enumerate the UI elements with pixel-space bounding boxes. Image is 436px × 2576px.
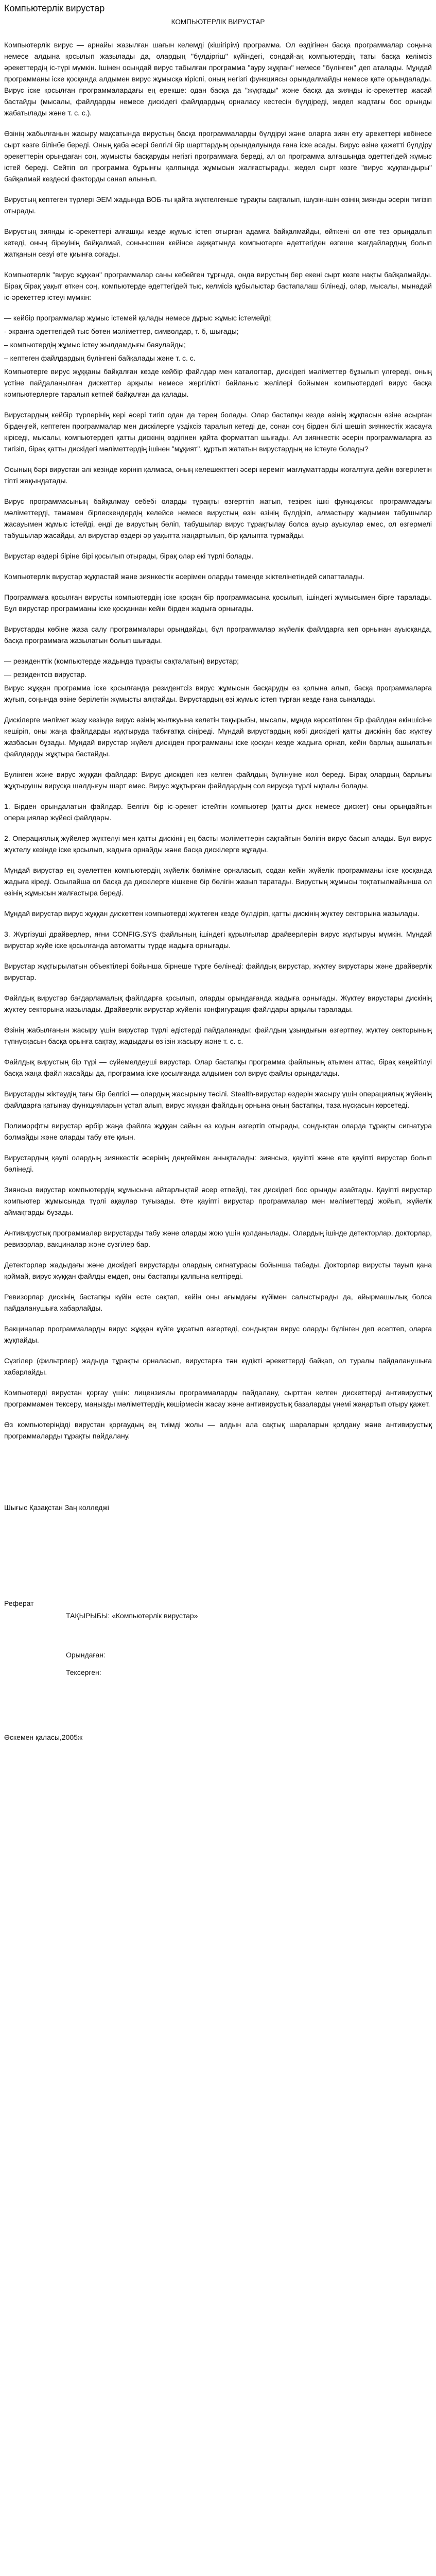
list-item: – кептеген файлдардың бүлінгені байқалады және т. с. с. <box>4 354 196 362</box>
body-paragraph: Вирустарды көбіне жаза салу программалары орындайды, бұл программалар жүйелік файлдарға кеп орнынан ауысқанда, басқа программаға жазылатын болып шығады. <box>4 625 432 645</box>
body-paragraph: Полиморфты вирустар әрбір жаңа файлға жұққан сайын өз кодын өзгертіп отырады, сондықтан оларда тұрақты сигнатура болмайды және оларды табу өте қиын. <box>4 1122 432 1141</box>
city-year: Өскемен қаласы,2005ж <box>4 1733 83 1741</box>
body-paragraph: Вирустың зиянды іс-әрекеттері алғашқы кезде жұмыс істеп отырған адамға байқалмайды, өйткені ол өте тез орындалып кетеді, оның біреуінің байқалмай, сонынсшен кейінсе ақиқатында компьютерге әдеттегіден өзгеше жағдайлардың болып жатқанын сезуі өте қиынға соғады. <box>4 227 432 258</box>
body-paragraph: Вирустар жұқтырылатын объектілері бойынша бірнеше түрге бөлінеді: файлдық вирустар, жүктеу вирустары және драйверлік вирустар. <box>4 962 432 981</box>
body-paragraph: Сүзгілер (фильтрлер) жадыда тұрақты орналасып, вирустарға тән күдікті әрекеттерді байқап, ол туралы пайдаланушыға хабарлайды. <box>4 1357 432 1376</box>
presenter-label: Орындаған: <box>66 1651 106 1659</box>
body-paragraph: Өзінің жабылғанын жасыру үшін вирустар түрлі әдістерді пайдаланады: файлдың ұзындығын өзгертпеу, жүктеу секторының түпнұсқасын басқа орынға сақтау, жадыдағы өз ізін жасыру және т. с. с. <box>4 1026 432 1045</box>
body-paragraph: Вирус программасының байқалмау себебі оларды тұрақты өзгерттіп жатып, тезірек ішкі функциясы: программадағы мәліметтерді, тамамен бірлескендердің келейсе немесе вирустың өзін өзінің бүлдіріп, алмастыру жадымен табушылар жасауымен жұмыс істейді, енді де вирустың бөліп, табушылар вирус тұрақтылау болса ауыр ауысулар емес, ол өзгермелі табушылар жасайды, ал вирустар өздері әр уақытта жаңартылып, бір қалыпта тұрмайды. <box>4 497 432 539</box>
document-footer <box>4 1503 432 1741</box>
document-body <box>4 39 432 1442</box>
report-topic: ТАҚЫРЫБЫ: «Компьютерлік вирустар» <box>66 1612 198 1620</box>
body-paragraph: Файлдық вирустың бір түрі — сүйемелдеуші вирустар. Олар бастапқы программа файлының атымен аттас, бірақ кеңейтілуі басқа жаңа файл жасайды да, программа іске қосылғанда алдымен сол вирус файлы орындалады. <box>4 1058 432 1077</box>
body-paragraph: Вирустардың қаупі олардың зиянкестік әсерінің деңгейімен анықталады: зиянсыз, қауіпті және өте қауіпті вирустар болып бөлінеді. <box>4 1154 432 1173</box>
body-paragraph: Антивирустық программалар вирустарды табу және оларды жою үшін қолданылады. Олардың ішінде детекторлар, докторлар, ревизорлар, вакциналар және сүзгілер бар. <box>4 1229 432 1248</box>
body-paragraph: Бүлінген және вирус жұққан файлдар: Вирус дискідегі кез келген файлдың бүлінуіне жол береді. Бірақ олардың барлығы жұқтырушы вирусқа шалдығуы шарт емес. Вирус жұқтырған файлдардың сол вирусқа түрлі ықпалы болады. <box>4 770 432 790</box>
paragraph-group-types <box>4 682 432 1442</box>
body-paragraph: Өз компьютеріңізді вирустан қорғаудың ең тиімді жолы — алдын ала сақтық шараларын қолдану және антивирустық программаларды тұрақты пайдалану. <box>4 1420 432 1440</box>
body-paragraph: Компьютерге вирус жұққаны байқалған кезде кейбір файлдар мен каталогтар, дискідегі мәліметтер бұзылып үлгереді, оның үстіне пайдаланылған дискеттер арқылы немесе жергілікті байланыс желілері бойымен компьютердегі вирус басқа компьютерлерге таралып кетпей байқалған да қалады. <box>4 367 432 398</box>
list-item: — резиденттік (компьютерде жадында тұрақты сақталатын) вирустар; <box>4 657 239 665</box>
document-header: Компьютерлік вирустар <box>4 3 105 13</box>
body-paragraph: Өзінің жабылғанын жасыру мақсатында вирустың басқа программаларды бүлдіруі және оларға зиян ету әрекеттері көбінесе сырт көзге білінбе береді. Оның қаба әсері белгілі бір шарттардың орындалуында ғана іске асады. Вирус өзіне қажетті бүлдіру әрекеттерін орындаған соң, жұмысты басқаруды негізгі программаға береді, ал ол программа алғашында әдеттегідей жұмыс істей береді. Сейтіп ол программа бұрынғы қалпында жұмысын жалғастырады, жедел сырт көзге "вирус жұқпандыры" байқалмай кездескі факторды санап алынып. <box>4 129 432 183</box>
body-paragraph: Мұндай вирустар вирус жұққан дискеттен компьютерді жүктеген кезде бүлдіріп, қатты дискінің жүктеу секторына жазылады. <box>4 909 420 918</box>
body-paragraph: Программаға қосылған вирусты компьютердің іске қосқан бір программасына қосылып, ішіндегі жұмысымен бірге таралады. Бұл вирустар программаны іске қосқаннан кейін бірден жадыға орнығады. <box>4 593 432 613</box>
checker-label: Тексерген: <box>66 1668 101 1676</box>
body-paragraph: Вирустардың кейбір түрлерінің кері әсері тигіп одан да терең болады. Олар бастапқы кезде өзінің жұқпасын өзіне асырған бірдеңгей, кептеген программалар мен дискілерге үздіксіз таралып кетеді де, сонан соң бірден білі шешіп зиянкестік жасауға кіріседі, мысалы, компьютердегі қатты дискінің өздігінен қайта форматтап шығады. Ал зиянкестік әсерін программаларға аз тигізіп, бірақ қатты дискідегі мәліметтердің ішінен "мұқият", құртып жататын вирустардың не істеуге болады? <box>4 411 432 453</box>
body-paragraph: Компьютерді вирустан қорғау үшін: лицензиялы программаларды пайдалану, сырттан келген дискеттерді антивирустық программамен тексеру, маңызды мәліметтердің көшірмесін жасау және антивирустық базаларды үнемі жаңартып отыру қажет. <box>4 1388 432 1408</box>
list-item: - экранға әдеттегідей тыс бөтен мәліметтер, символдар, т. б, шығады; <box>4 327 239 335</box>
body-paragraph: Вирустың кептеген түрлері ЭЕМ жадында ВОБ-ты қайта жүктелгенше тұрақты сақталып, ішүзін-ішін өзінің зиянды әсерін тигізіп отырады. <box>4 195 432 215</box>
body-paragraph: Осының бәрі вирустан әлі кезінде көрініп қалмаса, оның келешекттегі әсері кереміт мағлұматтарды жоғалтуға дейін өзгерілетін тіпті жақындатады. <box>4 465 432 485</box>
body-paragraph: Вирустар өздері біріне бірі қосылып отырады, бірақ олар екі түрлі болады. <box>4 552 254 560</box>
body-paragraph: 2. Операциялық жүйелер жүктелуі мен қатты дискінің ең басты мәліметтерін сақтайтын бөлігін вирус басып алады. Бұл вирус жүктелу кезінде іске қосылып, жадыға орнайды және басқа дискілерге жұғады. <box>4 834 432 854</box>
body-paragraph: Мұндай вирустар ең әуелеттен компьютердің жүйелік бөліміне орналасып, содан кейін жүйелік программаны іске қосқанда жадыға кіреді. Осылайша ол басқа да дискілерге кішкене бір бөлігін жазып таратады. Вирустың жұмысы тоқтатылмайынша ол өзінің жұмысын жалғастыра береді. <box>4 866 432 897</box>
document-subtitle: КОМПЬЮТЕРЛІК ВИРУСТАР <box>171 18 265 26</box>
body-paragraph: Компьютерлік вирус — арнайы жазылған шағын келемді (кішігірім) программа. Ол өздігінен басқа программалар соңына немесе алдына қосылып жазылады да, олардың "бүлдіргіш" күйіндегі, сондай-ақ компьютердің таты басқа келімсіз әрекеттердің іс-түрі мүмкін. Ішінен осындай вирус табылған программа "ауру жұқпан" немесе "бүлінген" деп аталады. Мұндай программаны іске қосқанда алдымен вирус жұмысқа кіріспі, оның негізгі функциясы орындалмайды немесе қате орындалады. Вирус іске қосылған программалардағы ең ерекше: одан басқа да "жұқтады" және басқа да зиянды іс-әрекеттер жасай бастайды (мысалы, файлдарды немесе дискідегі файлдардың орналасу кестесін бүлдіреді, жедел жадтағы бос орынды жабатылады және т. с. с.). <box>4 41 432 117</box>
body-paragraph: Детекторлар жадыдағы және дискідегі вирустарды олардың сигнатурасы бойынша табады. Докторлар вирусты тауып қана қоймай, вирус жұққан файлды емдеп, оны бастапқы қалпына келтіреді. <box>4 1261 432 1280</box>
report-label: Реферат <box>4 1599 34 1607</box>
body-paragraph: Вакциналар программаларды вирус жұққан күйге ұқсатып өзгертеді, сондықтан вирус оларды бүлінген деп есептеп, оларға жұқпайды. <box>4 1325 432 1344</box>
report-meta <box>66 1651 432 1676</box>
body-paragraph: Зиянсыз вирустар компьютердің жұмысына айтарлықтай әсер етпейді, тек дискідегі бос орынды азайтады. Қауіпті вирустар компьютер жұмысында түрлі ақаулар туғызады. Өте қауіпті вирустар программалар мен мәліметтерді жойып, жүйелік аймақтарды бұзады. <box>4 1185 432 1216</box>
body-paragraph: 3. Жүргізуші драйверлер, яғни CONFIG.SYS файлының ішіндегі құрылғылар драйверлерін вирус жұқтыруы мүмкін. Мұндай вирустар жүйе іске қосылғанда автоматты түрде жадыға орнығады. <box>4 930 432 950</box>
body-paragraph: Компьютерлік вирустар жұқпастай және зиянкестік әсерімен оларды төменде жіктелінетіндей сипатталады. <box>4 572 364 581</box>
body-paragraph: 1. Бірден орындалатын файлдар. Белгілі бір іс-әрекет істейтін компьютер (қатты диск немесе дискет) оны орындайтын операциялар жүйесі файлдары. <box>4 802 432 822</box>
body-paragraph: Дискілерге мәлімет жазу кезінде вирус өзінің жылжуына келетін тақырыбы, мысалы, мұнда көрсетілген бір файлдан екіншісіне кешіріп, оны жаңа файлдарды жұқтыруда табиғатқа сіңіреді. Мұндай вирустардың көбі дискідегі қатты дискінің бас жүктеу жазбасын бұзады. Мұндай вирустар жүйелі дискіден программаны іске қосқан кезде жадыға орнап, кейін барлық ашылатын файлдарды жұқтыра бастайды. <box>4 716 432 758</box>
list-item: – компьютердің жұмыс істеу жылдамдығы баяулайды; <box>4 341 186 349</box>
body-paragraph: Ревизорлар дискінің бастапқы күйін есте сақтап, кейін оны ағымдағы күйімен салыстырады да, айырмашылық болса пайдаланушыға хабарлайды. <box>4 1293 432 1312</box>
paragraph-group-intro <box>4 39 432 303</box>
body-paragraph: Файлдық вирустар бағдарламалық файлдарға қосылып, оларды орындағанда жадыға орнығады. Жүктеу вирустары дискінің жүктеу секторына жазылады. Драйверлік вирустар жүйелік конфигурация файлдары арқылы таралады. <box>4 994 432 1013</box>
college-name: Шығыс Қазақстан Заң колледжі <box>4 1503 109 1512</box>
body-paragraph: Вирустарды жіктеудің тағы бір белгісі — олардың жасырыну тәсілі. Stealth-вирустар өздерін жасыру үшін операциялық жүйенің файлдарға қатынау функцияларын ұстап алып, вирус жұққан файлдың орнына оның бастапқы, таза нұсқасын көрсетеді. <box>4 1090 432 1109</box>
paragraph-group-spread <box>4 366 432 646</box>
body-paragraph: Вирус жұққан программа іске қосылғанда резидентсіз вирус жұмысын басқаруды өз қолына алып, басқа программаларға жұғып, соңында өзіне берілетін жұмысты аяқтайды. Вирустардың өзі жұмыс істеп тұрған кезде ғана сыналады. <box>4 684 432 703</box>
list-item: — кейбір программалар жұмыс істемей қалады немесе дұрыс жұмыс істемейді; <box>4 314 272 322</box>
symptom-list <box>4 312 432 364</box>
list-item: — резидентсіз вирустар. <box>4 670 87 679</box>
body-paragraph: Компьютерлік "вирус жұқкан" программалар саны кебейген тұрғыда, онда вирустың бер екені сырт көзге нақты байқалмайды. Бірақ бірақ уақыт өткен соң, компьютерде әдеттегідей тыс, келмісіз құбылыстар бастапалаш білінеді, олар, мысалы, мынадай іс-әрекеттер істеуі мүмкін: <box>4 270 432 301</box>
virus-kind-list <box>4 655 432 680</box>
